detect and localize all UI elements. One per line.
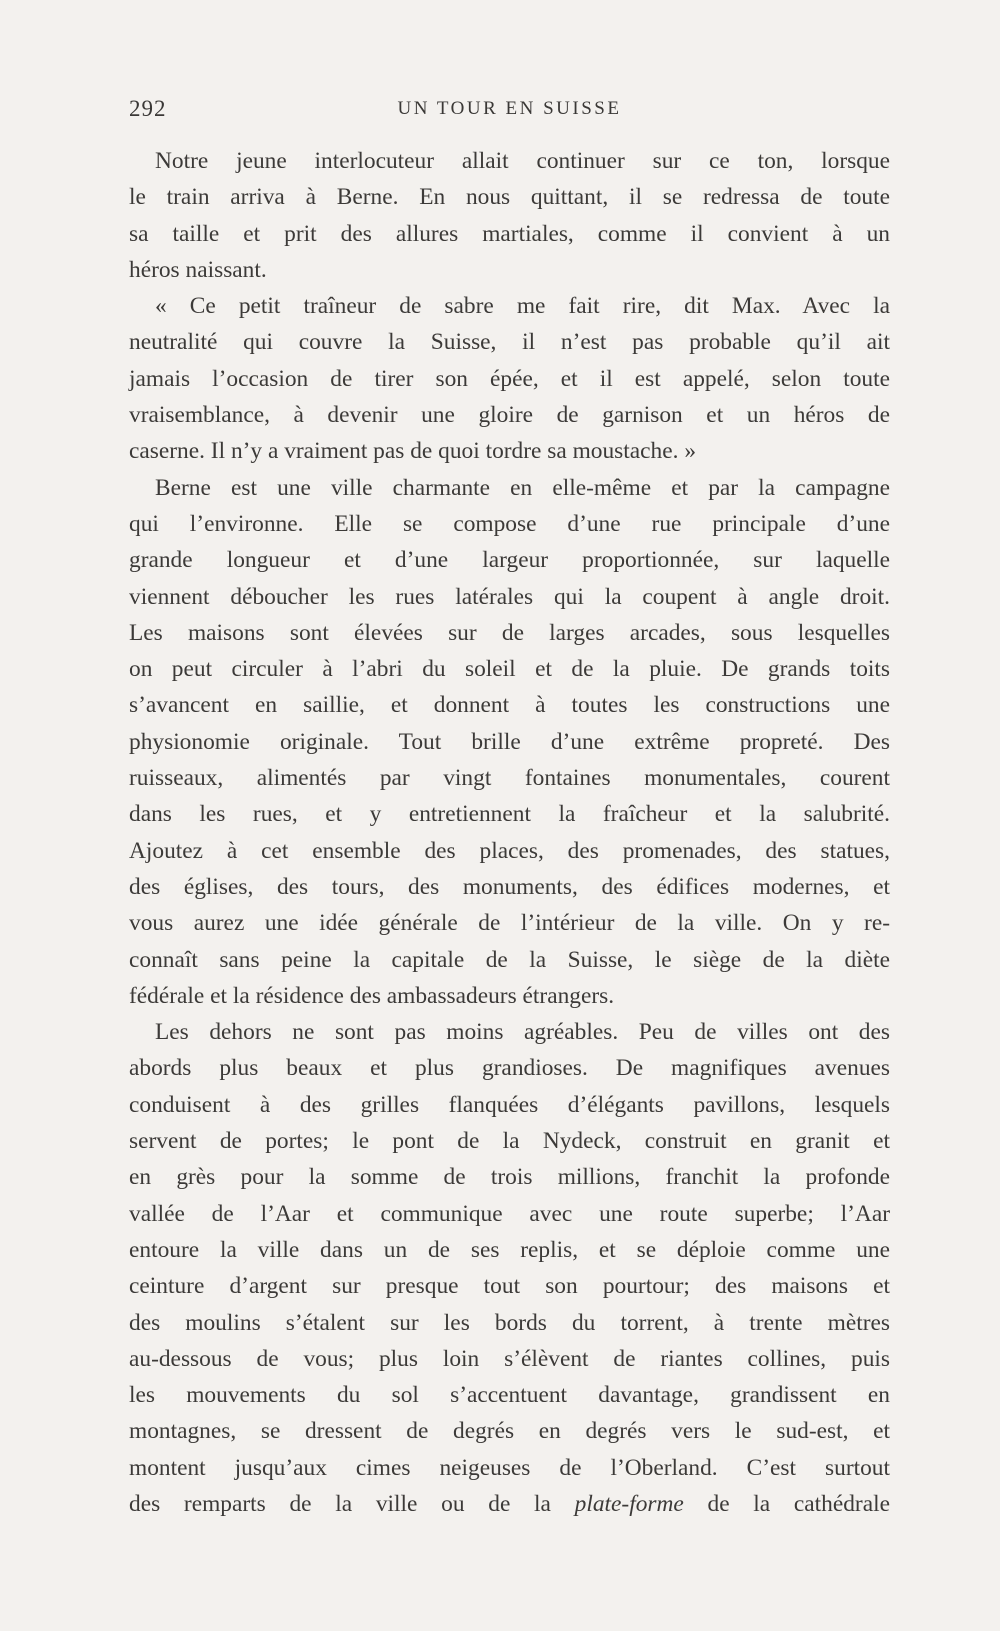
text-line: viennent déboucher les rues latérales qui la coupent à angle droit.	[129, 583, 890, 610]
text-fragment: des remparts de la ville ou de la	[129, 1490, 575, 1517]
text-line: Notre jeune interlocuteur allait continuer sur ce ton, lorsque	[155, 148, 890, 174]
text-line: Les maisons sont élevées sur de larges arcades, sous lesquelles	[129, 619, 890, 646]
text-line: s’avancent en saillie, et donnent à toutes les constructions une	[129, 692, 890, 719]
text-line: héros naissant.	[129, 256, 267, 283]
text-line: Berne est une ville charmante en elle-même et par la campagne	[155, 474, 890, 501]
text-line: Les dehors ne sont pas moins agréables. Peu de villes ont des	[155, 1019, 890, 1046]
text-line: on peut circuler à l’abri du soleil et de la pluie. De grands toits	[129, 656, 890, 683]
text-line-final	[129, 1486, 890, 1522]
text-fragment: de la cathédrale	[683, 1490, 890, 1517]
running-title: UN TOUR EN SUISSE	[397, 98, 622, 119]
text-line: « Ce petit traîneur de sabre me fait rire, dit Max. Avec la	[155, 293, 890, 320]
text-line: des églises, des tours, des monuments, des édifices modernes, et	[129, 873, 890, 900]
italic-term: plate-forme	[574, 1490, 684, 1517]
text-line: en grès pour la somme de trois millions, franchit la profonde	[129, 1164, 890, 1191]
text-line: conduisent à des grilles flanquées d’élégants pavillons, lesquels	[129, 1091, 890, 1118]
text-line: montagnes, se dressent de degrés en degrés vers le sud-est, et	[129, 1418, 890, 1445]
text-line: servent de portes; le pont de la Nydeck, construit en granit et	[129, 1128, 890, 1155]
page-header	[129, 96, 890, 128]
text-line: connaît sans peine la capitale de la Suisse, le siège de la diète	[129, 946, 890, 973]
text-line: vous aurez une idée générale de l’intérieur de la ville. On y re-	[129, 910, 890, 937]
text-line: qui l’environne. Elle se compose d’une rue principale d’une	[129, 510, 890, 537]
text-line: Ajoutez à cet ensemble des places, des promenades, des statues,	[129, 837, 890, 864]
text-line: vraisemblance, à devenir une gloire de garnison et un héros de	[129, 402, 890, 429]
text-line: entoure la ville dans un de ses replis, et se déploie comme une	[129, 1236, 890, 1263]
text-line: les mouvements du sol s’accentuent davantage, grandissent en	[129, 1382, 890, 1409]
text-line: ceinture d’argent sur presque tout son pourtour; des maisons et	[129, 1273, 890, 1300]
text-line: jamais l’occasion de tirer son épée, et il est appelé, selon toute	[129, 365, 890, 392]
page-number: 292	[129, 96, 167, 121]
text-line: des moulins s’étalent sur les bords du torrent, à trente mètres	[129, 1309, 890, 1336]
text-line: grande longueur et d’une largeur proportionnée, sur laquelle	[129, 547, 890, 574]
text-line: montent jusqu’aux cimes neigeuses de l’Oberland. C’est surtout	[129, 1454, 890, 1481]
text-line: caserne. Il n’y a vraiment pas de quoi tordre sa moustache. »	[129, 438, 697, 465]
text-line: fédérale et la résidence des ambassadeurs étrangers.	[129, 982, 615, 1009]
body-text	[129, 143, 890, 1522]
text-line: dans les rues, et y entretiennent la fraîcheur et la salubrité.	[129, 801, 890, 828]
text-line: abords plus beaux et plus grandioses. De magnifiques avenues	[129, 1055, 890, 1082]
text-line: le train arriva à Berne. En nous quittant, il se redressa de toute	[129, 184, 890, 211]
text-line: physionomie originale. Tout brille d’une extrême propreté. Des	[129, 728, 890, 755]
text-line: sa taille et prit des allures martiales, comme il convient à un	[129, 220, 890, 247]
text-line: au-dessous de vous; plus loin s’élèvent de riantes collines, puis	[129, 1345, 890, 1372]
text-line: neutralité qui couvre la Suisse, il n’est pas probable qu’il ait	[129, 329, 890, 356]
text-line: vallée de l’Aar et communique avec une route superbe; l’Aar	[129, 1200, 890, 1227]
text-line: ruisseaux, alimentés par vingt fontaines monumentales, courent	[129, 765, 890, 792]
